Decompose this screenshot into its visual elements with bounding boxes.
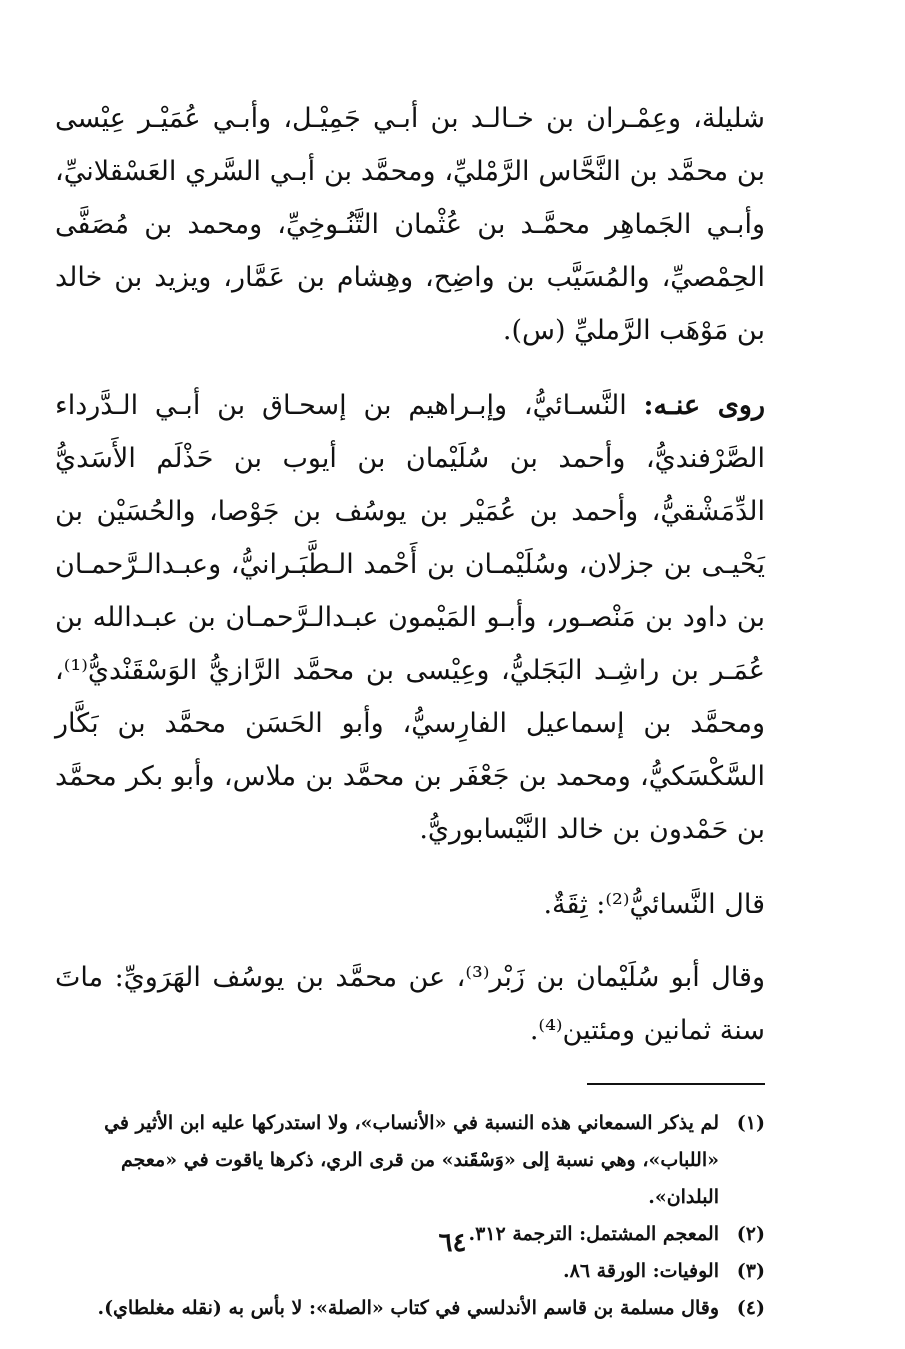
footnote-number: (١) [736, 1112, 765, 1134]
paragraph-text: النَّسـائيُّ، وإبـراهيم بن إسحـاق بن أبـي الـدَّرداء الصَّرْفنديُّ، وأحمد بن سُلَيْمان بن أيوب بن حَذْلَم الأَسَديُّ الدِّمَشْقيُّ، وأحمد بن عُمَيْر بن يوسُف بن جَوْصا، والحُسَيْن بن يَحْيـى بن جزلان، وسُلَيْمـان بن أَحْمد الـطَّبَـرانيُّ، وعبـدالـرَّحمـان بن داود بن مَنْصـور، وأبـو المَيْمون عبـدالـرَّحمـان بن عبـدالله بن عُمَـر بن راشِـد البَجَليُّ، وعِيْسى بن محمَّد الرَّازيُّ الوَسْقَنْديُّ⁽¹⁾، ومحمَّد بن إسماعيل الفارِسيُّ، وأبو الحَسَن محمَّد بن بَكَّار السَّكْسَكيُّ، ومحمد بن جَعْفَر بن محمَّد بن ملاس، وأبو بكر محمَّد بن حَمْدون بن خالد النَّيْسابوريُّ. [55, 390, 765, 845]
paragraph-text: شليلة، وعِمْـران بن خـالـد بن أبـي جَمِيْـل، وأبـي عُمَيْـر عِيْسى بن محمَّد بن النَّحَّاس الرَّمْليِّ، ومحمَّد بن أبـي السَّري العَسْقلانيِّ، وأبـي الجَماهِر محمَّـد بن عُثْمان التَّنُـوخِيِّ، ومحمد بن مُصَفَّى الحِمْصيِّ، والمُسَيَّب بن واضِح، وهِشام بن عَمَّار، ويزيد بن خالد بن مَوْهَب الرَّمليِّ (س). [55, 103, 765, 346]
page-content [55, 92, 765, 1327]
paragraph-students [55, 379, 765, 856]
footnote-text: الوفيات: الورقة ٨٦. [563, 1260, 719, 1282]
footnote-text: وقال مسلمة بن قاسم الأندلسي في كتاب «الصلة»: لا بأس به (نقله مغلطاي). [97, 1297, 719, 1319]
page-number: ٦٤ [438, 1228, 467, 1258]
paragraph-lead: روى عنـه: [643, 390, 765, 421]
paragraph-text: وقال أبو سُلَيْمان بن زَبْر⁽³⁾، عن محمَّد بن يوسُف الهَرَويِّ: ماتَ سنة ثمانين ومئتين⁽⁴⁾. [55, 962, 765, 1046]
footnote-item [55, 1105, 765, 1216]
footnote-number: (٣) [736, 1260, 765, 1282]
footnotes [55, 1105, 765, 1327]
footnote-divider [587, 1083, 765, 1085]
footnote-number: (٤) [736, 1297, 765, 1319]
footnote-number: (٢) [736, 1223, 765, 1245]
main-text [55, 92, 765, 1057]
paragraph-nasai-grade [55, 878, 765, 931]
footnote-item [55, 1253, 765, 1290]
footnote-item [55, 1290, 765, 1327]
footnote-text: لم يذكر السمعاني هذه النسبة في «الأنساب»، ولا استدركها عليه ابن الأثير في «اللباب»، وهي نسبة إلى «وَسْقَند» من قرى الري، ذكرها ياقوت في «معجم البلدان». [104, 1112, 719, 1208]
footnote-text: المعجم المشتمل: الترجمة ٣١٢. [468, 1223, 719, 1245]
paragraph-text: قال النَّسائيُّ⁽²⁾: ثِقَةٌ. [543, 889, 765, 920]
paragraph-death-date [55, 951, 765, 1057]
paragraph-teachers [55, 92, 765, 357]
